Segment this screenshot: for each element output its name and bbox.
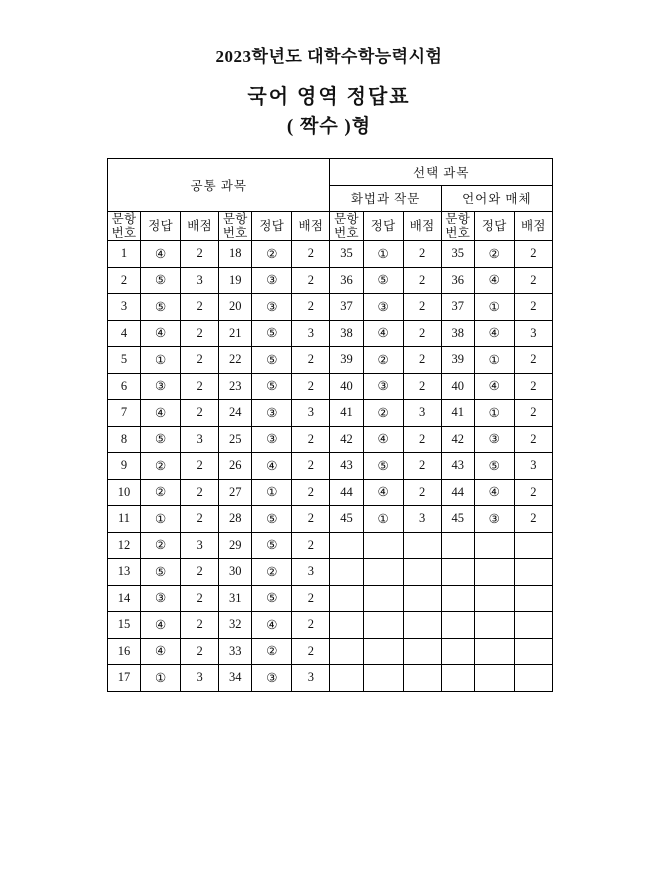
cell-points: 2: [292, 426, 330, 453]
cell-points: 3: [514, 453, 552, 480]
column-header-question-no: [219, 212, 252, 241]
table-row: [108, 585, 553, 612]
empty-cell: [403, 585, 441, 612]
cell-answer: ②: [363, 347, 403, 374]
cell-points: 2: [181, 559, 219, 586]
empty-cell: [474, 612, 514, 639]
table-row: [108, 400, 553, 427]
form-type-title: ( 짝수 )형: [286, 115, 372, 137]
cell-answer: ⑤: [252, 585, 292, 612]
table-row: [108, 559, 553, 586]
cell-points: 2: [403, 347, 441, 374]
cell-question-no: 45: [330, 506, 363, 533]
cell-question-no: 14: [108, 585, 141, 612]
empty-cell: [403, 559, 441, 586]
cell-points: 2: [514, 426, 552, 453]
cell-question-no: 26: [219, 453, 252, 480]
cell-question-no: 33: [219, 638, 252, 665]
cell-answer: ③: [252, 267, 292, 294]
cell-points: 2: [181, 453, 219, 480]
exam-year-title: 2023학년도 대학수학능력시험: [215, 47, 443, 66]
empty-cell: [330, 559, 363, 586]
cell-points: 2: [514, 373, 552, 400]
cell-answer: ④: [474, 320, 514, 347]
cell-points: 2: [181, 373, 219, 400]
cell-points: 2: [403, 241, 441, 268]
cell-question-no: 40: [330, 373, 363, 400]
cell-answer: ④: [474, 267, 514, 294]
table-row: [108, 453, 553, 480]
column-header-answer: 정답: [141, 212, 181, 241]
cell-question-no: 31: [219, 585, 252, 612]
cell-answer: ③: [474, 506, 514, 533]
cell-question-no: 17: [108, 665, 141, 692]
cell-question-no: 27: [219, 479, 252, 506]
cell-points: 2: [403, 267, 441, 294]
cell-answer: ⑤: [252, 532, 292, 559]
cell-question-no: 1: [108, 241, 141, 268]
cell-answer: ④: [141, 241, 181, 268]
empty-cell: [363, 612, 403, 639]
empty-cell: [474, 585, 514, 612]
cell-answer: ②: [252, 638, 292, 665]
cell-answer: ②: [252, 241, 292, 268]
cell-points: 2: [403, 453, 441, 480]
cell-points: 3: [181, 267, 219, 294]
column-header-question-no-line2: 번호: [445, 226, 471, 240]
cell-points: 2: [514, 506, 552, 533]
empty-cell: [514, 532, 552, 559]
cell-points: 2: [514, 479, 552, 506]
cell-question-no: 25: [219, 426, 252, 453]
empty-cell: [474, 665, 514, 692]
answer-key-table-body: [108, 159, 553, 692]
column-header-points: 배점: [514, 212, 552, 241]
table-row: [108, 320, 553, 347]
cell-question-no: 11: [108, 506, 141, 533]
cell-question-no: 20: [219, 294, 252, 321]
column-header-points: 배점: [403, 212, 441, 241]
cell-question-no: 32: [219, 612, 252, 639]
cell-question-no: 38: [330, 320, 363, 347]
cell-answer: ②: [474, 241, 514, 268]
cell-answer: ⑤: [141, 267, 181, 294]
table-row: [108, 532, 553, 559]
cell-answer: ②: [141, 453, 181, 480]
cell-answer: ①: [141, 665, 181, 692]
cell-answer: ①: [252, 479, 292, 506]
empty-cell: [330, 665, 363, 692]
cell-question-no: 38: [441, 320, 474, 347]
cell-points: 2: [181, 638, 219, 665]
cell-points: 2: [181, 241, 219, 268]
answer-key-table: [107, 158, 553, 692]
empty-cell: [403, 612, 441, 639]
empty-cell: [363, 665, 403, 692]
cell-points: 2: [514, 241, 552, 268]
subject-header-language-media: 언어와 매체: [441, 185, 552, 212]
cell-points: 2: [181, 585, 219, 612]
empty-cell: [403, 638, 441, 665]
cell-answer: ③: [363, 373, 403, 400]
subject-title: 국어 영역 정답표: [247, 85, 411, 108]
cell-answer: ⑤: [363, 267, 403, 294]
cell-answer: ③: [141, 585, 181, 612]
cell-question-no: 44: [441, 479, 474, 506]
table-row: [108, 426, 553, 453]
cell-points: 3: [181, 426, 219, 453]
cell-answer: ①: [141, 506, 181, 533]
cell-answer: ③: [252, 400, 292, 427]
cell-answer: ③: [252, 294, 292, 321]
cell-answer: ④: [363, 426, 403, 453]
cell-answer: ②: [252, 559, 292, 586]
cell-points: 2: [181, 612, 219, 639]
cell-question-no: 13: [108, 559, 141, 586]
cell-answer: ②: [141, 479, 181, 506]
cell-answer: ①: [474, 400, 514, 427]
empty-cell: [514, 612, 552, 639]
cell-points: 2: [514, 347, 552, 374]
cell-question-no: 8: [108, 426, 141, 453]
cell-question-no: 24: [219, 400, 252, 427]
table-row: [108, 638, 553, 665]
empty-cell: [330, 612, 363, 639]
cell-question-no: 30: [219, 559, 252, 586]
cell-question-no: 39: [441, 347, 474, 374]
cell-points: 2: [403, 373, 441, 400]
cell-points: 2: [292, 294, 330, 321]
column-header-question-no-line2: 번호: [334, 226, 359, 240]
cell-answer: ①: [141, 347, 181, 374]
empty-cell: [403, 665, 441, 692]
empty-cell: [363, 638, 403, 665]
cell-answer: ③: [252, 426, 292, 453]
cell-answer: ⑤: [363, 453, 403, 480]
cell-answer: ④: [363, 320, 403, 347]
empty-cell: [441, 585, 474, 612]
cell-answer: ①: [474, 347, 514, 374]
cell-question-no: 43: [330, 453, 363, 480]
empty-cell: [363, 532, 403, 559]
cell-points: 2: [181, 320, 219, 347]
column-header-question-no: [441, 212, 474, 241]
cell-points: 2: [181, 506, 219, 533]
cell-question-no: 43: [441, 453, 474, 480]
cell-question-no: 6: [108, 373, 141, 400]
cell-points: 2: [292, 347, 330, 374]
table-column-header-row: [108, 212, 553, 241]
cell-points: 2: [514, 267, 552, 294]
cell-question-no: 2: [108, 267, 141, 294]
cell-question-no: 4: [108, 320, 141, 347]
cell-question-no: 18: [219, 241, 252, 268]
cell-answer: ④: [363, 479, 403, 506]
cell-question-no: 36: [330, 267, 363, 294]
cell-question-no: 3: [108, 294, 141, 321]
cell-answer: ④: [141, 320, 181, 347]
cell-question-no: 34: [219, 665, 252, 692]
cell-points: 2: [403, 479, 441, 506]
table-row: [108, 347, 553, 374]
table-row: [108, 241, 553, 268]
cell-question-no: 29: [219, 532, 252, 559]
cell-answer: ④: [141, 612, 181, 639]
empty-cell: [514, 559, 552, 586]
cell-answer: ⑤: [141, 426, 181, 453]
empty-cell: [441, 612, 474, 639]
cell-points: 2: [181, 294, 219, 321]
table-row: [108, 665, 553, 692]
empty-cell: [330, 638, 363, 665]
column-header-points: 배점: [292, 212, 330, 241]
cell-question-no: 21: [219, 320, 252, 347]
cell-points: 2: [292, 479, 330, 506]
cell-points: 3: [403, 400, 441, 427]
cell-points: 2: [292, 267, 330, 294]
cell-answer: ③: [363, 294, 403, 321]
subject-header-speech-writing: 화법과 작문: [330, 185, 441, 212]
column-header-question-no-line2: 번호: [222, 226, 248, 240]
cell-question-no: 42: [330, 426, 363, 453]
cell-answer: ⑤: [141, 559, 181, 586]
cell-question-no: 35: [441, 241, 474, 268]
table-group-header-row: [108, 159, 553, 186]
cell-answer: ①: [363, 506, 403, 533]
empty-cell: [403, 532, 441, 559]
empty-cell: [363, 585, 403, 612]
cell-points: 3: [292, 559, 330, 586]
cell-points: 2: [292, 532, 330, 559]
empty-cell: [514, 638, 552, 665]
column-header-question-no-line1: 문항: [334, 212, 359, 226]
column-header-question-no: [330, 212, 363, 241]
table-row: [108, 612, 553, 639]
cell-points: 2: [292, 241, 330, 268]
cell-answer: ④: [141, 638, 181, 665]
cell-question-no: 22: [219, 347, 252, 374]
cell-points: 2: [292, 638, 330, 665]
empty-cell: [514, 585, 552, 612]
cell-answer: ④: [141, 400, 181, 427]
empty-cell: [330, 585, 363, 612]
cell-question-no: 15: [108, 612, 141, 639]
column-header-question-no-line1: 문항: [445, 212, 471, 226]
cell-question-no: 37: [441, 294, 474, 321]
cell-answer: ①: [363, 241, 403, 268]
cell-question-no: 19: [219, 267, 252, 294]
column-header-question-no-line1: 문항: [111, 212, 137, 226]
cell-points: 2: [403, 320, 441, 347]
cell-points: 3: [292, 665, 330, 692]
cell-answer: ④: [474, 373, 514, 400]
cell-question-no: 10: [108, 479, 141, 506]
table-row: [108, 373, 553, 400]
column-header-question-no: [108, 212, 141, 241]
cell-points: 2: [514, 294, 552, 321]
cell-question-no: 41: [330, 400, 363, 427]
group-header-elective: 선택 과목: [330, 159, 553, 186]
cell-points: 3: [292, 400, 330, 427]
cell-answer: ②: [141, 532, 181, 559]
cell-points: 3: [181, 665, 219, 692]
cell-question-no: 41: [441, 400, 474, 427]
empty-cell: [441, 559, 474, 586]
cell-answer: ⑤: [252, 506, 292, 533]
cell-answer: ③: [141, 373, 181, 400]
cell-question-no: 36: [441, 267, 474, 294]
cell-question-no: 35: [330, 241, 363, 268]
column-header-answer: 정답: [474, 212, 514, 241]
cell-points: 2: [292, 585, 330, 612]
column-header-question-no-line2: 번호: [111, 226, 137, 240]
answer-key-table-container: [107, 158, 553, 692]
cell-question-no: 23: [219, 373, 252, 400]
column-header-points: 배점: [181, 212, 219, 241]
cell-answer: ⑤: [141, 294, 181, 321]
empty-cell: [474, 532, 514, 559]
empty-cell: [363, 559, 403, 586]
cell-question-no: 7: [108, 400, 141, 427]
table-row: [108, 267, 553, 294]
column-header-answer: 정답: [252, 212, 292, 241]
cell-question-no: 44: [330, 479, 363, 506]
cell-answer: ①: [474, 294, 514, 321]
cell-answer: ④: [252, 453, 292, 480]
empty-cell: [441, 532, 474, 559]
cell-points: 3: [292, 320, 330, 347]
column-header-answer: 정답: [363, 212, 403, 241]
empty-cell: [474, 559, 514, 586]
table-row: [108, 506, 553, 533]
cell-answer: ②: [363, 400, 403, 427]
empty-cell: [330, 532, 363, 559]
cell-answer: ④: [474, 479, 514, 506]
cell-points: 2: [292, 373, 330, 400]
cell-points: 2: [181, 347, 219, 374]
cell-points: 2: [181, 400, 219, 427]
cell-question-no: 42: [441, 426, 474, 453]
cell-points: 2: [403, 294, 441, 321]
title-block: [0, 46, 658, 141]
empty-cell: [441, 638, 474, 665]
cell-answer: ④: [252, 612, 292, 639]
cell-answer: ③: [252, 665, 292, 692]
group-header-common: 공통 과목: [108, 159, 330, 212]
cell-points: 3: [403, 506, 441, 533]
cell-points: 2: [181, 479, 219, 506]
cell-points: 2: [292, 612, 330, 639]
table-row: [108, 294, 553, 321]
cell-answer: ⑤: [252, 347, 292, 374]
table-row: [108, 479, 553, 506]
empty-cell: [441, 665, 474, 692]
cell-question-no: 40: [441, 373, 474, 400]
cell-points: 2: [514, 400, 552, 427]
cell-points: 2: [403, 426, 441, 453]
cell-answer: ③: [474, 426, 514, 453]
cell-question-no: 45: [441, 506, 474, 533]
cell-question-no: 37: [330, 294, 363, 321]
cell-points: 3: [514, 320, 552, 347]
cell-points: 2: [292, 506, 330, 533]
cell-question-no: 12: [108, 532, 141, 559]
cell-answer: ⑤: [474, 453, 514, 480]
column-header-question-no-line1: 문항: [222, 212, 248, 226]
empty-cell: [514, 665, 552, 692]
cell-question-no: 9: [108, 453, 141, 480]
cell-question-no: 28: [219, 506, 252, 533]
cell-question-no: 39: [330, 347, 363, 374]
cell-question-no: 16: [108, 638, 141, 665]
cell-points: 2: [292, 453, 330, 480]
empty-cell: [474, 638, 514, 665]
cell-question-no: 5: [108, 347, 141, 374]
cell-points: 3: [181, 532, 219, 559]
cell-answer: ⑤: [252, 320, 292, 347]
cell-answer: ⑤: [252, 373, 292, 400]
